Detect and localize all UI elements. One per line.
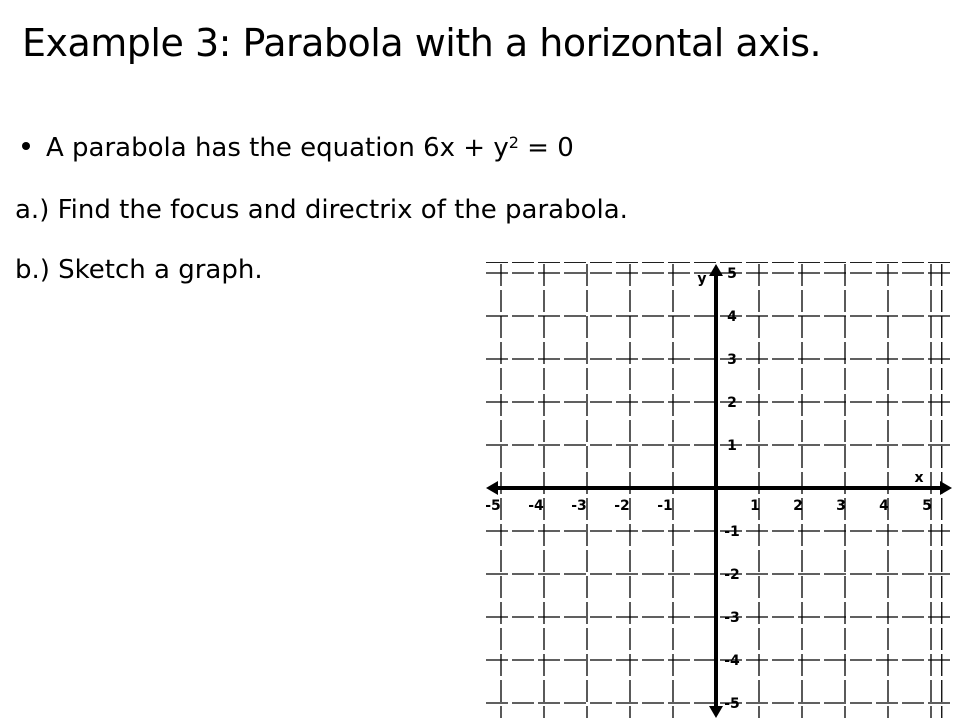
y-axis-arrow-down [709, 706, 723, 718]
equation-exponent: 2 [508, 133, 519, 153]
bullet-equation [22, 131, 574, 165]
y-axis-label: y [697, 271, 707, 287]
equation-prefix: A parabola has the equation 6x + y [46, 133, 509, 163]
part-a-text: a.) Find the focus and directrix of the parabola. [15, 195, 628, 225]
x-axis-arrow-right [940, 481, 952, 495]
equation-suffix: = 0 [518, 133, 574, 163]
y-tick-label: 2 [727, 395, 737, 411]
x-tick-label: -1 [657, 498, 673, 514]
x-tick-label: 2 [793, 498, 803, 514]
x-tick-label: -4 [528, 498, 544, 514]
bullet-dot [22, 142, 30, 150]
y-tick-label: 4 [727, 309, 737, 325]
y-tick-label: -2 [724, 567, 740, 583]
x-axis-label: x [914, 470, 924, 486]
x-tick-label: -3 [571, 498, 587, 514]
y-tick-label: -1 [724, 524, 740, 540]
x-tick-label: 5 [922, 498, 932, 514]
coordinate-grid [484, 262, 954, 720]
y-tick-label: -5 [724, 696, 740, 712]
y-tick-label: 3 [727, 352, 737, 368]
x-tick-label: 3 [836, 498, 846, 514]
y-tick-label: 5 [727, 266, 737, 282]
x-tick-label: -5 [485, 498, 501, 514]
y-axis-arrow-up [709, 264, 723, 276]
y-tick-label: 1 [727, 438, 737, 454]
x-tick-label: 4 [879, 498, 889, 514]
y-tick-label: -4 [724, 653, 740, 669]
x-axis-arrow-left [486, 481, 498, 495]
x-tick-label: -2 [614, 498, 630, 514]
coordinate-grid-svg [484, 262, 954, 720]
slide-title: Example 3: Parabola with a horizontal axis. [22, 21, 822, 65]
y-tick-label: -3 [724, 610, 740, 626]
x-tick-label: 1 [750, 498, 760, 514]
part-b-text: b.) Sketch a graph. [15, 255, 263, 285]
